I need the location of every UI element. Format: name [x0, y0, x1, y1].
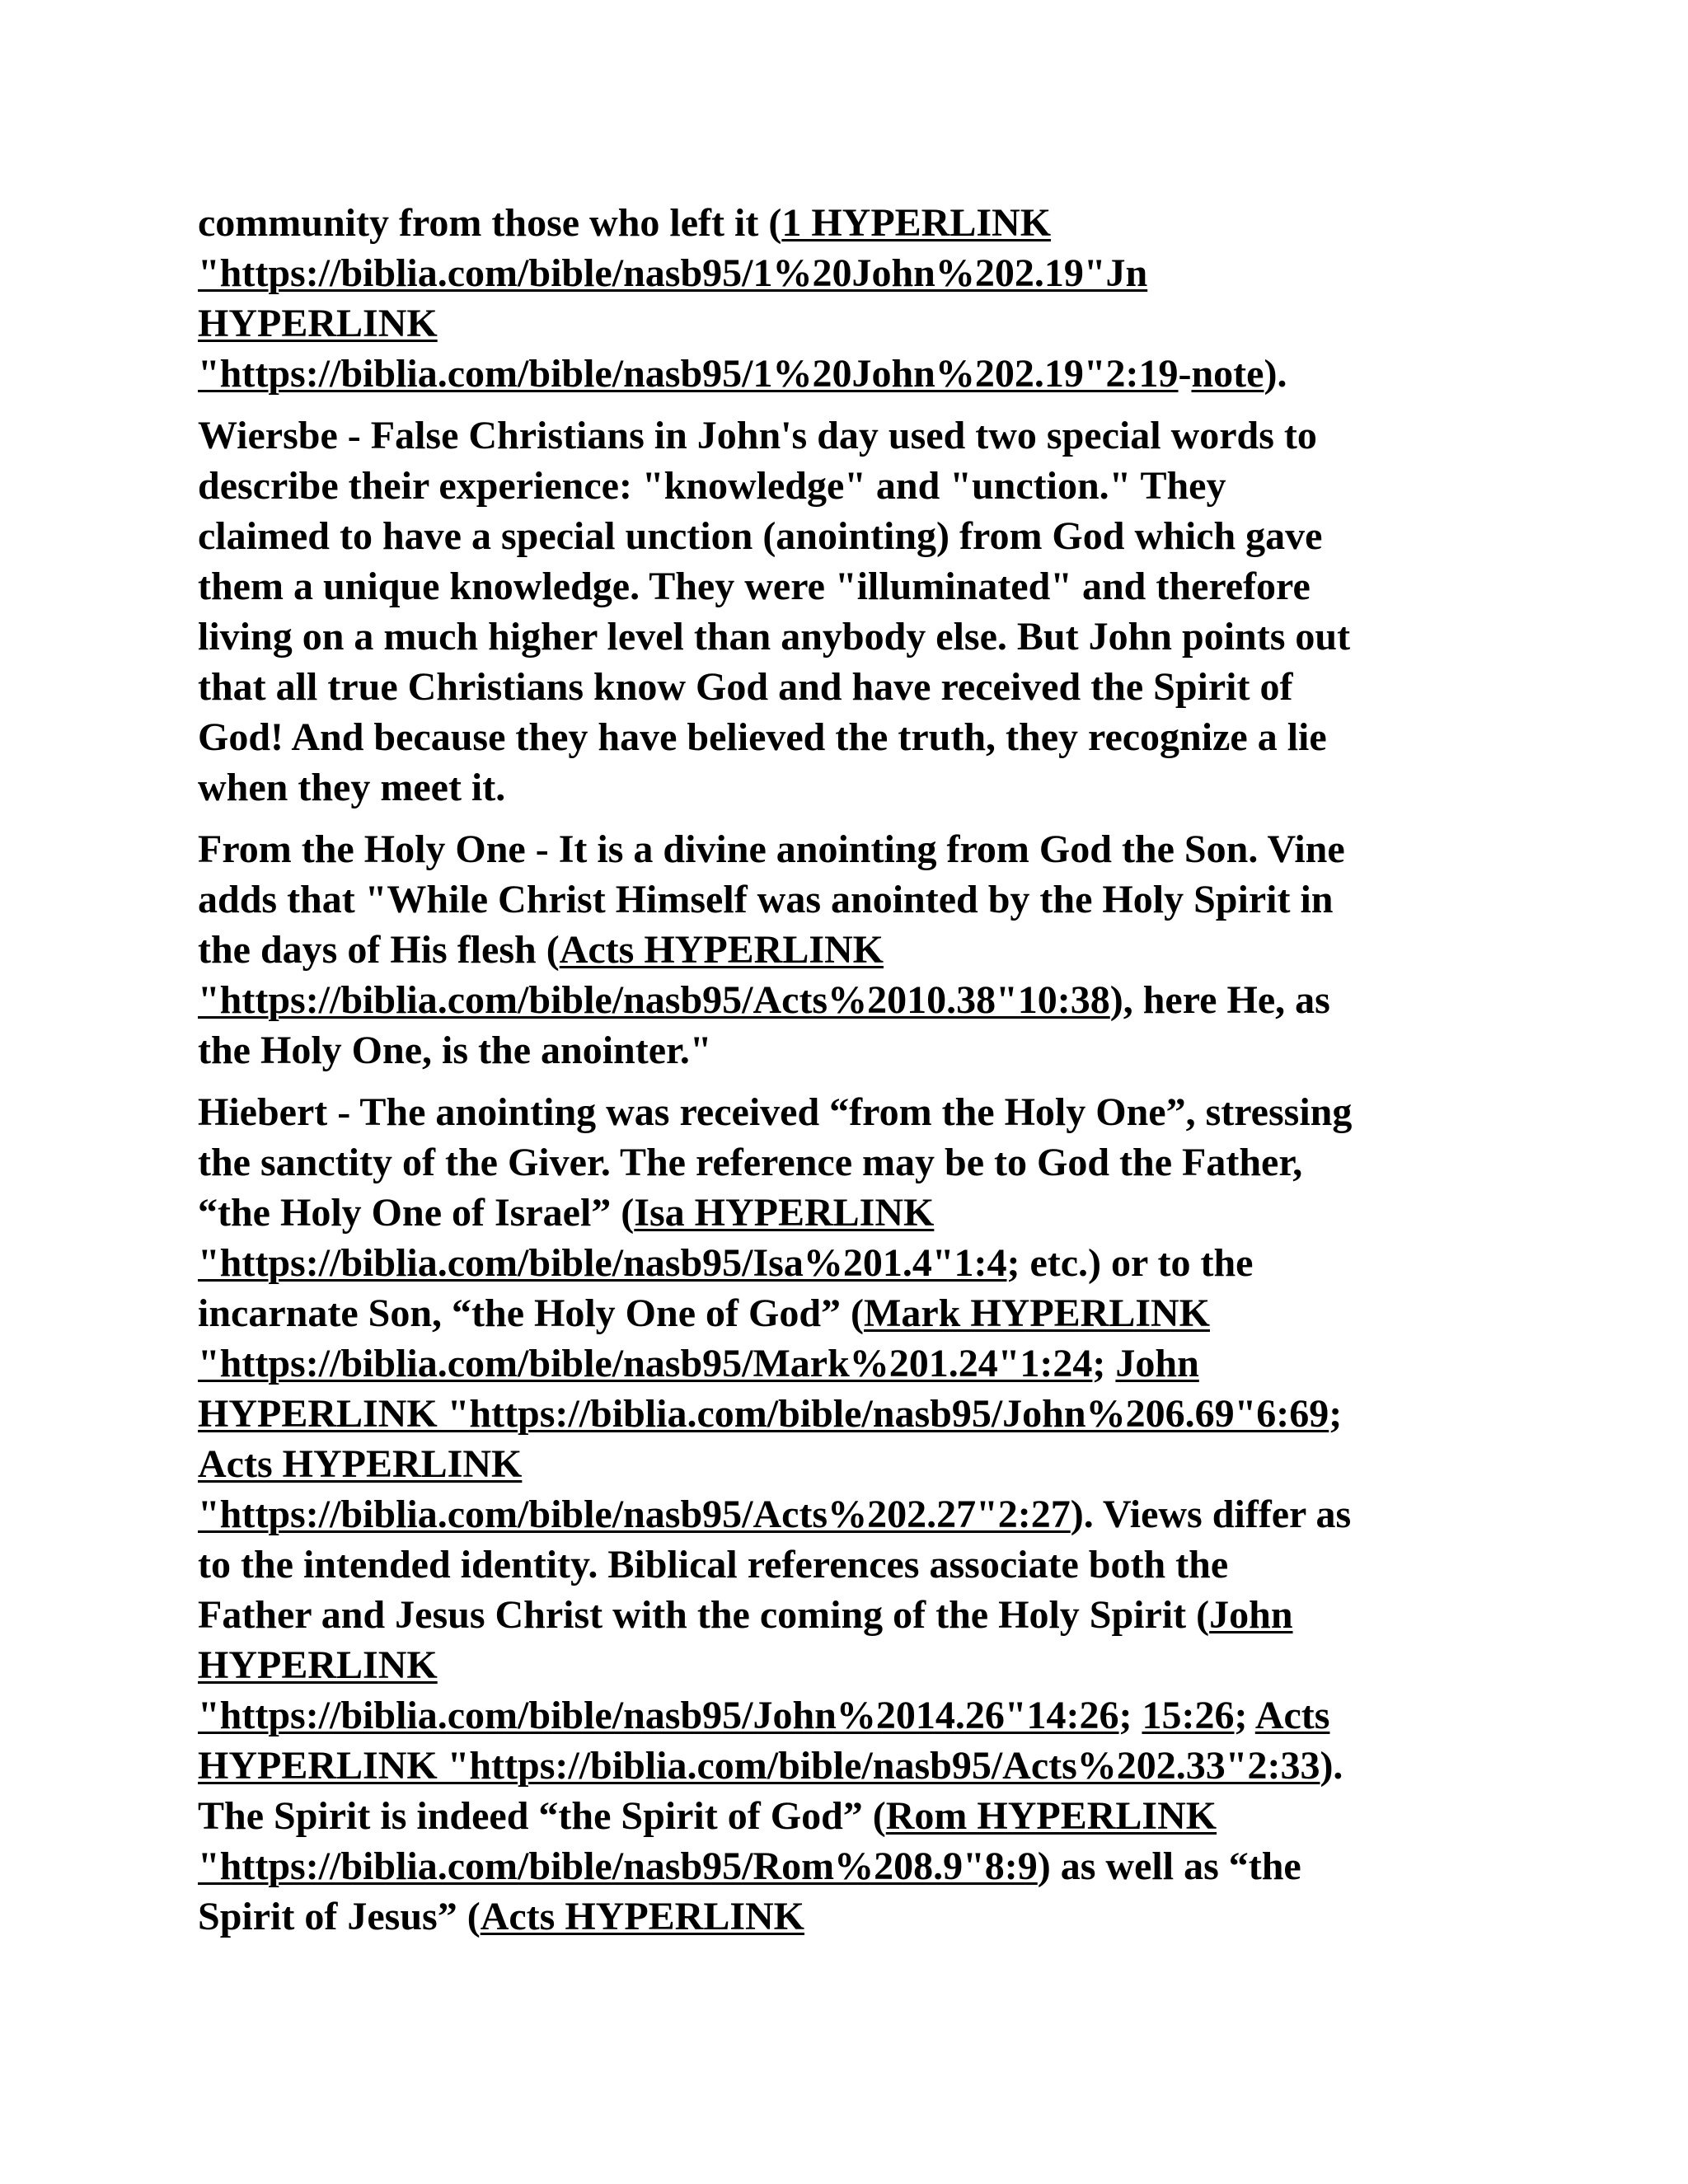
scripture-hyperlink[interactable]: 15:26 — [1142, 1694, 1235, 1737]
scripture-hyperlink[interactable]: Acts HYPERLINK "https://biblia.com/bible/nasb95/Acts%202.33"2:33 — [198, 1694, 1330, 1788]
scripture-hyperlink[interactable]: Acts HYPERLINK "https://biblia.com/bible/nasb95/Acts%2010.38"10:38 — [198, 928, 1110, 1022]
body-text: ; — [1118, 1694, 1142, 1737]
scripture-hyperlink[interactable]: Mark HYPERLINK "https://biblia.com/bible/nasb95/Mark%201.24"1:24 — [198, 1291, 1211, 1385]
body-text: ; — [1329, 1392, 1343, 1436]
body-text: Wiersbe - False Christians in John's day used two special words to describe their experience: "knowledge" and "unction." They claimed to have a special unction (anointing) from God which gave them a unique knowledge. They were "illuminated" and therefore living on a much higher level than anybody else. But John points out that all true Christians know God and have received the Spirit of God! And because they have believed the truth, they recognize a lie when they meet it. — [198, 414, 1351, 809]
paragraph — [198, 824, 1500, 1076]
body-text: ). The Spirit is indeed “the Spirit of God” ( — [198, 1744, 1343, 1838]
scripture-hyperlink[interactable]: 1 HYPERLINK "https://biblia.com/bible/nasb95/1%20John%202.19"Jn HYPERLINK "https://biblia.com/bible/nasb95/1%20John%202.19"2:19 — [198, 201, 1179, 396]
body-text: ; — [1092, 1342, 1116, 1385]
body-text: ; etc.) or to the incarnate Son, “the Holy One of God” ( — [198, 1241, 1254, 1335]
body-text: - — [1178, 352, 1192, 396]
body-text: From the Holy One - It is a divine anointing from God the Son. Vine adds that "While Christ Himself was anointed by the Holy Spirit in the days of His flesh ( — [198, 827, 1345, 972]
body-text: ). Views differ as to the intended identity. Biblical references associate both the Father and Jesus Christ with the coming of the Holy Spirit ( — [198, 1493, 1352, 1637]
paragraph — [198, 198, 1500, 399]
body-text: ; — [1234, 1694, 1255, 1737]
document-body — [198, 198, 1500, 1942]
body-text: ) as well as “the Spirit of Jesus” ( — [198, 1844, 1301, 1938]
scripture-hyperlink[interactable]: John HYPERLINK "https://biblia.com/bible/nasb95/John%2014.26"14:26 — [198, 1593, 1293, 1737]
scripture-hyperlink[interactable]: note — [1191, 352, 1264, 396]
document-page — [198, 198, 1500, 1953]
scripture-hyperlink[interactable]: Acts HYPERLINK "https://biblia.com/bible/nasb95/Acts%202.27"2:27 — [198, 1442, 1071, 1536]
scripture-hyperlink[interactable]: Acts HYPERLINK — [480, 1895, 805, 1938]
scripture-hyperlink[interactable]: Rom HYPERLINK "https://biblia.com/bible/nasb95/Rom%208.9"8:9 — [198, 1794, 1217, 1888]
scripture-hyperlink[interactable]: Isa HYPERLINK "https://biblia.com/bible/nasb95/Isa%201.4"1:4 — [198, 1191, 1007, 1285]
paragraph — [198, 1087, 1500, 1942]
paragraph — [198, 410, 1500, 813]
body-text: ), here He, as the Holy One, is the anointer." — [198, 978, 1330, 1072]
scripture-hyperlink[interactable]: John HYPERLINK "https://biblia.com/bible/nasb95/John%206.69"6:69 — [198, 1342, 1329, 1436]
body-text: Hiebert - The anointing was received “from the Holy One”, stressing the sanctity of the Giver. The reference may be to God the Father, “the Holy One of Israel” ( — [198, 1090, 1353, 1235]
body-text: ). — [1264, 352, 1287, 396]
body-text: community from those who left it ( — [198, 201, 782, 245]
